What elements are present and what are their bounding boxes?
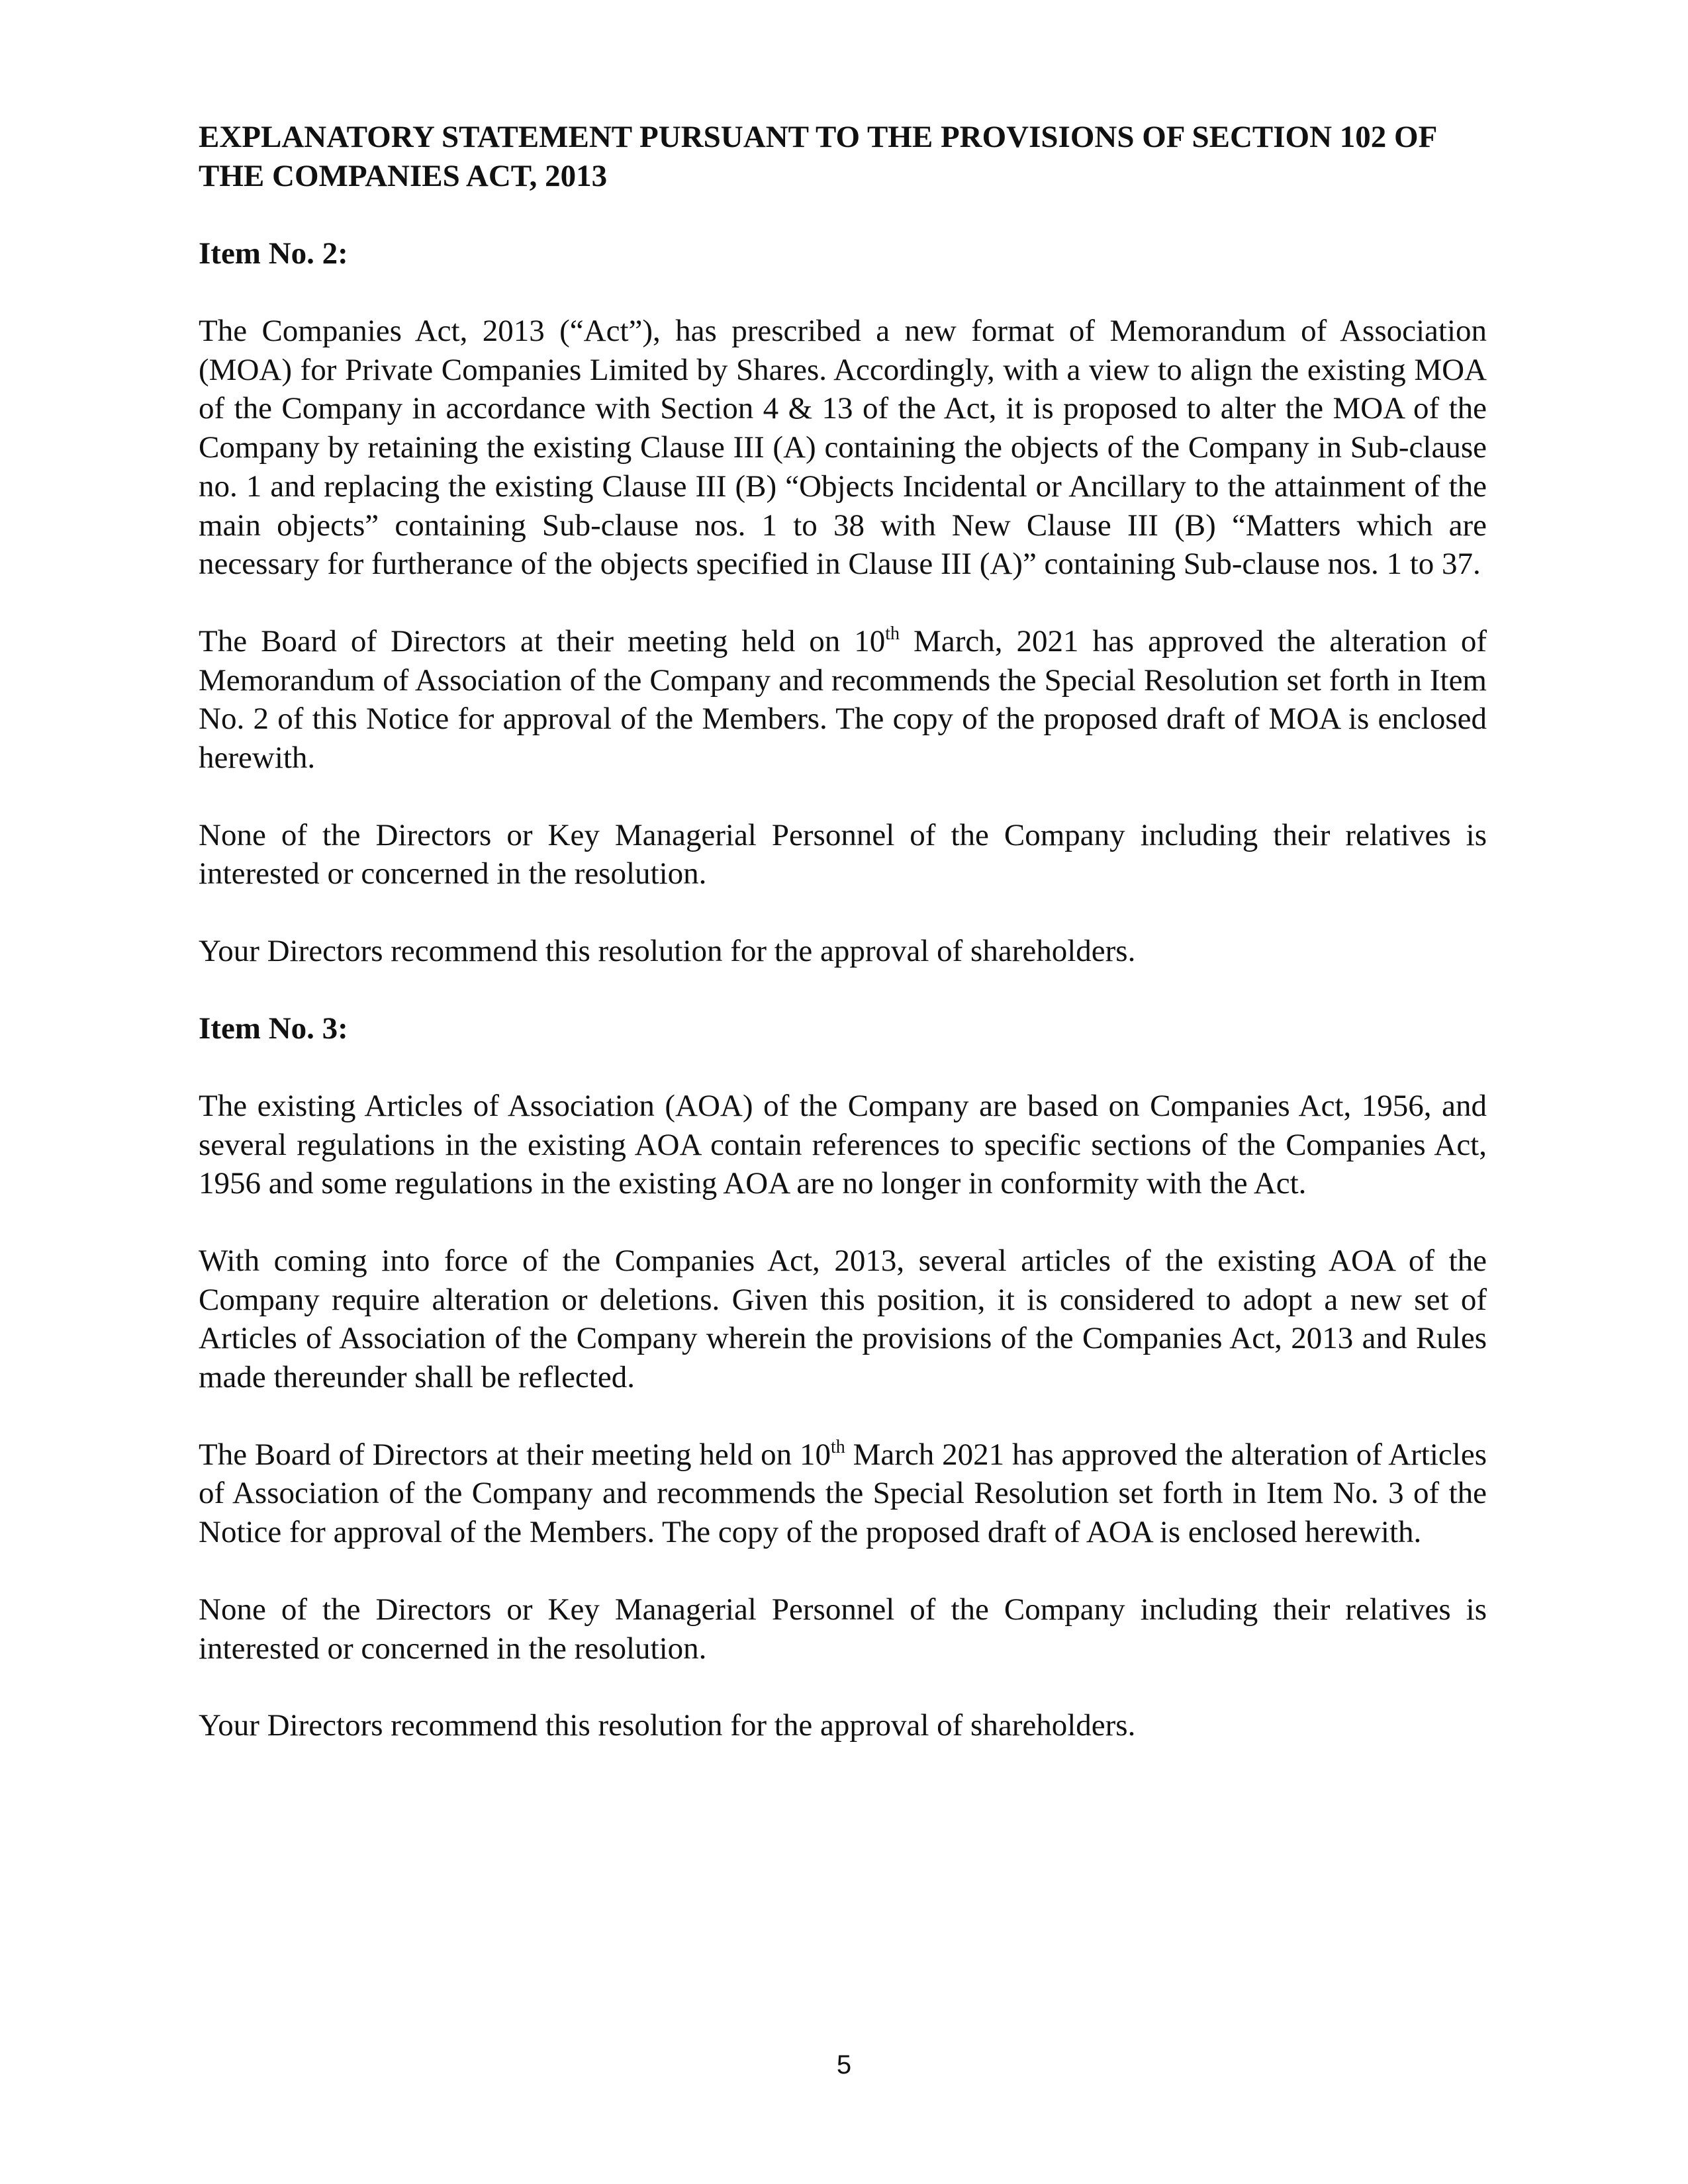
item-2-paragraph-4: Your Directors recommend this resolution for the approval of shareholders. [199, 934, 1136, 969]
ordinal-suffix: th [885, 623, 900, 644]
document-heading: EXPLANATORY STATEMENT PURSUANT TO THE PROVISIONS OF SECTION 102 OF THE COMPANIES ACT, 2013 [199, 120, 1436, 193]
ordinal-suffix: th [830, 1436, 845, 1457]
item-3-paragraph-3 [199, 1435, 1487, 1552]
item-3-paragraph-3-text-end: March 2021 has approved the alteration of Articles of Association of the Company and recommends the Special Resolution set forth in Item No. 3 of the Notice for approval of the Members. The copy of the proposed draft of AOA is enclosed herewith. [199, 1437, 1487, 1550]
document-page [199, 118, 1487, 1784]
item-2-title: Item No. 2: [199, 236, 348, 271]
item-2-paragraph-2 [199, 622, 1487, 778]
item-3-title: Item No. 3: [199, 1011, 348, 1046]
item-3-paragraph-4: None of the Directors or Key Managerial Personnel of the Company including their relatives is interested or concerned in the resolution. [199, 1592, 1487, 1666]
item-2-paragraph-2-text-end: March, 2021 has approved the alteration of Memorandum of Association of the Company and recommends the Special Resolution set forth in Item No. 2 of this Notice for approval of the Members. The copy of the proposed draft of MOA is enclosed herewith. [199, 623, 1487, 776]
item-3-paragraph-2: With coming into force of the Companies Act, 2013, several articles of the existing AOA of the Company require alteration or deletions. Given this position, it is considered to adopt a new set of Articles of Association of the Company wherein the provisions of the Companies Act, 2013 and Rules made thereunder shall be reflected. [199, 1243, 1487, 1395]
item-2-paragraph-2-text-start: The Board of Directors at their meeting held on 10 [199, 623, 886, 659]
item-2-paragraph-3: None of the Directors or Key Managerial Personnel of the Company including their relatives is interested or concerned in the resolution. [199, 817, 1487, 891]
page-number: 5 [836, 2050, 852, 2079]
item-2-paragraph-1: The Companies Act, 2013 (“Act”), has prescribed a new format of Memorandum of Association (MOA) for Private Companies Limited by Shares. Accordingly, with a view to align the existing MOA of the Company in accordance with Section 4 & 13 of the Act, it is proposed to alter the MOA of the Company by retaining the existing Clause III (A) containing the objects of the Company in Sub-clause no. 1 and replacing the existing Clause III (B) “Objects Incidental or Ancillary to the attainment of the main objects” containing Sub-clause nos. 1 to 38 with New Clause III (B) “Matters which are necessary for furtherance of the objects specified in Clause III (A)” containing Sub-clause nos. 1 to 37. [199, 314, 1487, 582]
item-3-paragraph-3-text-start: The Board of Directors at their meeting held on 10 [199, 1437, 831, 1472]
item-3-paragraph-1: The existing Articles of Association (AOA) of the Company are based on Companies Act, 1956, and several regulations in the existing AOA contain references to specific sections of the Companies Act, 1956 and some regulations in the existing AOA are no longer in conformity with the Act. [199, 1088, 1487, 1201]
item-3-paragraph-5: Your Directors recommend this resolution for the approval of shareholders. [199, 1708, 1136, 1743]
